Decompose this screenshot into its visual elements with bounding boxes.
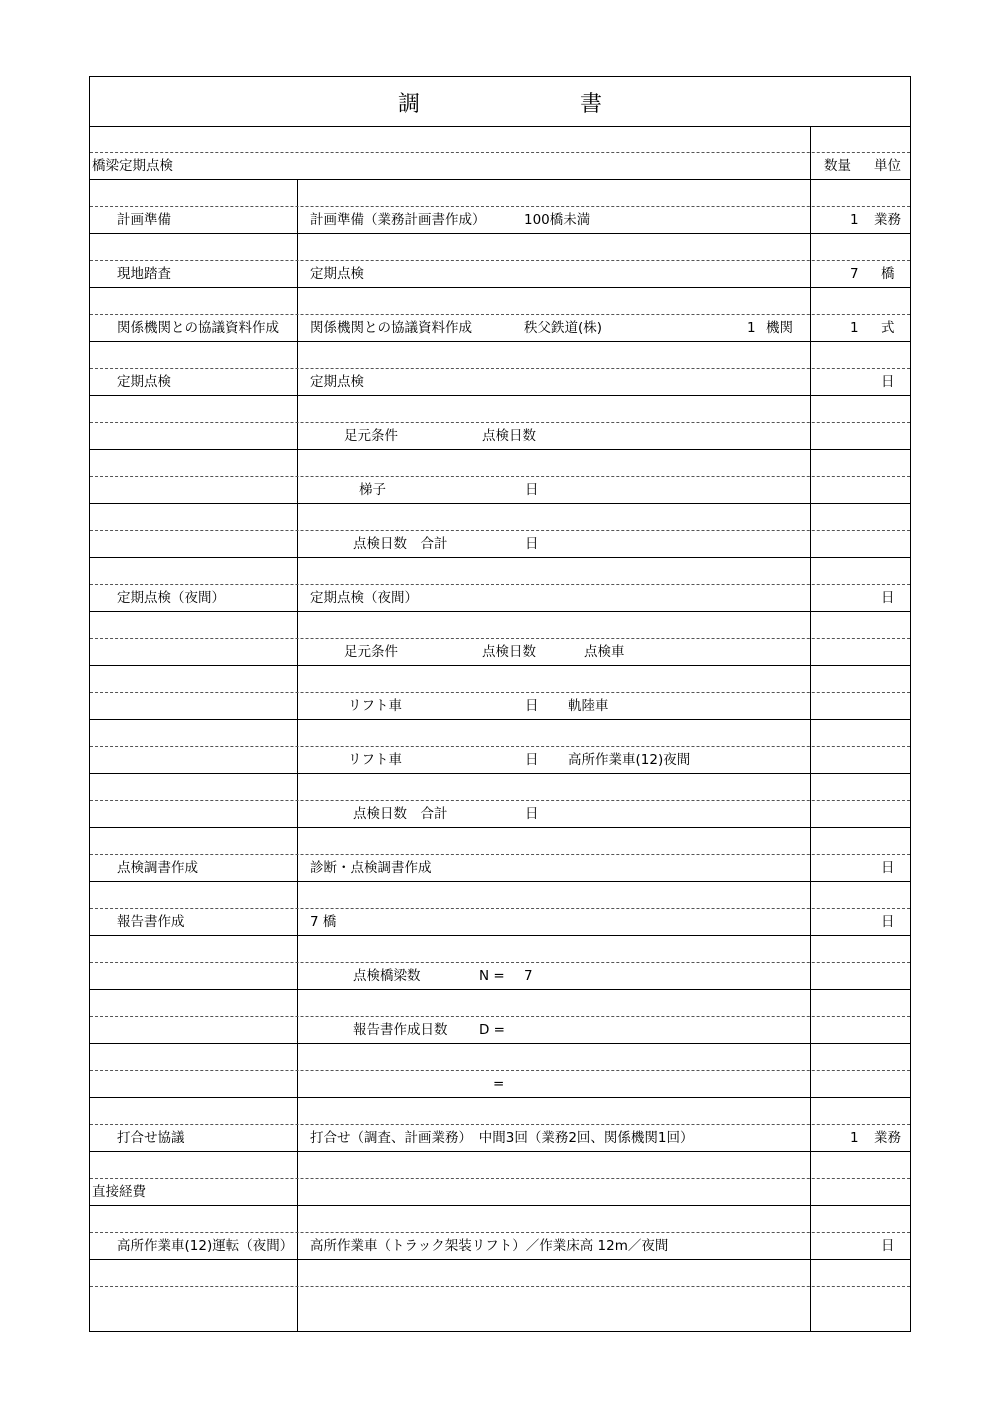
blank-row xyxy=(90,774,910,801)
section-title: 直接経費 xyxy=(92,1184,146,1200)
sub-label: 足元条件 xyxy=(344,644,398,660)
unit: 日 xyxy=(881,374,895,390)
sub-label: 足元条件 xyxy=(344,428,398,444)
blank-row xyxy=(90,612,910,639)
sub-row xyxy=(90,747,910,774)
sub-value: 点検日数 xyxy=(482,644,536,660)
item-description-detail: 100橋未満 xyxy=(524,212,591,228)
unit: 日 xyxy=(881,860,895,876)
blank-row xyxy=(90,882,910,909)
blank-row xyxy=(90,504,910,531)
sub-label: リフト車 xyxy=(348,752,402,768)
agency-count-unit: 機関 xyxy=(766,320,793,336)
item-name: 定期点検（夜間） xyxy=(117,590,225,606)
blank-row xyxy=(90,828,910,855)
sub-row xyxy=(90,423,910,450)
sub-value: 日 xyxy=(525,482,539,498)
blank-row xyxy=(90,1098,910,1125)
item-description: 関係機関との協議資料作成 xyxy=(310,320,472,336)
unit: 日 xyxy=(881,1238,895,1254)
table-row xyxy=(90,1125,910,1152)
item-name: 点検調書作成 xyxy=(117,860,198,876)
unit-header: 単位 xyxy=(874,158,901,174)
blank-row xyxy=(90,1206,910,1233)
header-row xyxy=(90,153,910,180)
title-char-2: 書 xyxy=(580,92,604,117)
sub-value: 日 xyxy=(525,536,539,552)
sub-value: 点検日数 xyxy=(482,428,536,444)
item-description: 定期点検（夜間） xyxy=(310,590,418,606)
item-name: 関係機関との協議資料作成 xyxy=(117,320,279,336)
table-row xyxy=(90,909,910,936)
quantity: 1 xyxy=(850,320,859,336)
blank-row xyxy=(90,342,910,369)
sub-row xyxy=(90,477,910,504)
unit: 日 xyxy=(881,590,895,606)
item-name: 高所作業車(12)運転（夜間） xyxy=(117,1238,294,1254)
sub-value: 日 xyxy=(525,698,539,714)
blank-row xyxy=(90,396,910,423)
sub-label: リフト車 xyxy=(348,698,402,714)
blank-row xyxy=(90,126,910,153)
sub-row xyxy=(90,963,910,990)
item-description: 定期点検 xyxy=(310,374,364,390)
table-row xyxy=(90,207,910,234)
item-description: 7 橋 xyxy=(310,914,337,930)
blank-row xyxy=(90,1152,910,1179)
blank-row xyxy=(90,720,910,747)
sub-extra: 点検車 xyxy=(584,644,625,660)
sub-label: 梯子 xyxy=(359,482,386,498)
unit: 日 xyxy=(881,914,895,930)
qty-header: 数量 xyxy=(824,158,851,174)
estimate-sheet xyxy=(89,76,911,1332)
sub-label: 点検橋梁数 xyxy=(353,968,421,984)
item-description: 打合せ（調査、計画業務） 中間3回（業務2回、関係機関1回） xyxy=(310,1130,694,1146)
blank-row xyxy=(90,1287,910,1314)
sub-row xyxy=(90,801,910,828)
blank-row xyxy=(90,450,910,477)
title-bar xyxy=(90,77,910,127)
sub-value: 日 xyxy=(525,752,539,768)
item-description-detail: 秩父鉄道(株) xyxy=(524,320,603,336)
item-name: 現地踏査 xyxy=(117,266,171,282)
table-row xyxy=(90,585,910,612)
sub-label: 報告書作成日数 xyxy=(353,1022,448,1038)
sub-value: N = xyxy=(479,968,505,984)
sub-label: 点検日数 合計 xyxy=(353,806,448,822)
blank-row xyxy=(90,558,910,585)
item-description: 高所作業車（トラック架装リフト）／作業床高 12m／夜間 xyxy=(310,1238,669,1254)
quantity: 1 xyxy=(850,212,859,228)
item-name: 定期点検 xyxy=(117,374,171,390)
sub-row xyxy=(90,531,910,558)
sub-row xyxy=(90,1017,910,1044)
sub-extra: 高所作業車(12)夜間 xyxy=(568,752,691,768)
sub-extra: 軌陸車 xyxy=(568,698,609,714)
sub-row xyxy=(90,693,910,720)
unit: 式 xyxy=(881,320,895,336)
item-name: 計画準備 xyxy=(117,212,171,228)
sub-row xyxy=(90,639,910,666)
blank-row xyxy=(90,1260,910,1287)
sub-label: 点検日数 合計 xyxy=(353,536,448,552)
quantity: 7 xyxy=(850,266,859,282)
item-name: 報告書作成 xyxy=(117,914,185,930)
sub-row xyxy=(90,1071,910,1098)
section-title: 橋梁定期点検 xyxy=(92,158,173,174)
blank-row xyxy=(90,1044,910,1071)
table-row xyxy=(90,369,910,396)
equals-sign: = xyxy=(493,1076,505,1092)
title-char-1: 調 xyxy=(398,92,422,117)
agency-count: 1 xyxy=(747,320,756,336)
sub-value: D = xyxy=(479,1022,505,1038)
sub-extra: 7 xyxy=(524,968,533,984)
sub-value: 日 xyxy=(525,806,539,822)
section-row xyxy=(90,1179,910,1206)
blank-row xyxy=(90,990,910,1017)
quantity: 1 xyxy=(850,1130,859,1146)
blank-row xyxy=(90,234,910,261)
table-row xyxy=(90,855,910,882)
item-name: 打合せ協議 xyxy=(117,1130,185,1146)
unit: 業務 xyxy=(874,212,901,228)
item-description: 定期点検 xyxy=(310,266,364,282)
table-row xyxy=(90,261,910,288)
blank-row xyxy=(90,180,910,207)
item-description: 計画準備（業務計画書作成） xyxy=(310,212,486,228)
blank-row xyxy=(90,288,910,315)
unit: 業務 xyxy=(874,1130,901,1146)
unit: 橋 xyxy=(881,266,895,282)
blank-row xyxy=(90,936,910,963)
blank-row xyxy=(90,666,910,693)
item-description: 診断・点検調書作成 xyxy=(310,860,432,876)
table-row xyxy=(90,315,910,342)
table-row xyxy=(90,1233,910,1260)
